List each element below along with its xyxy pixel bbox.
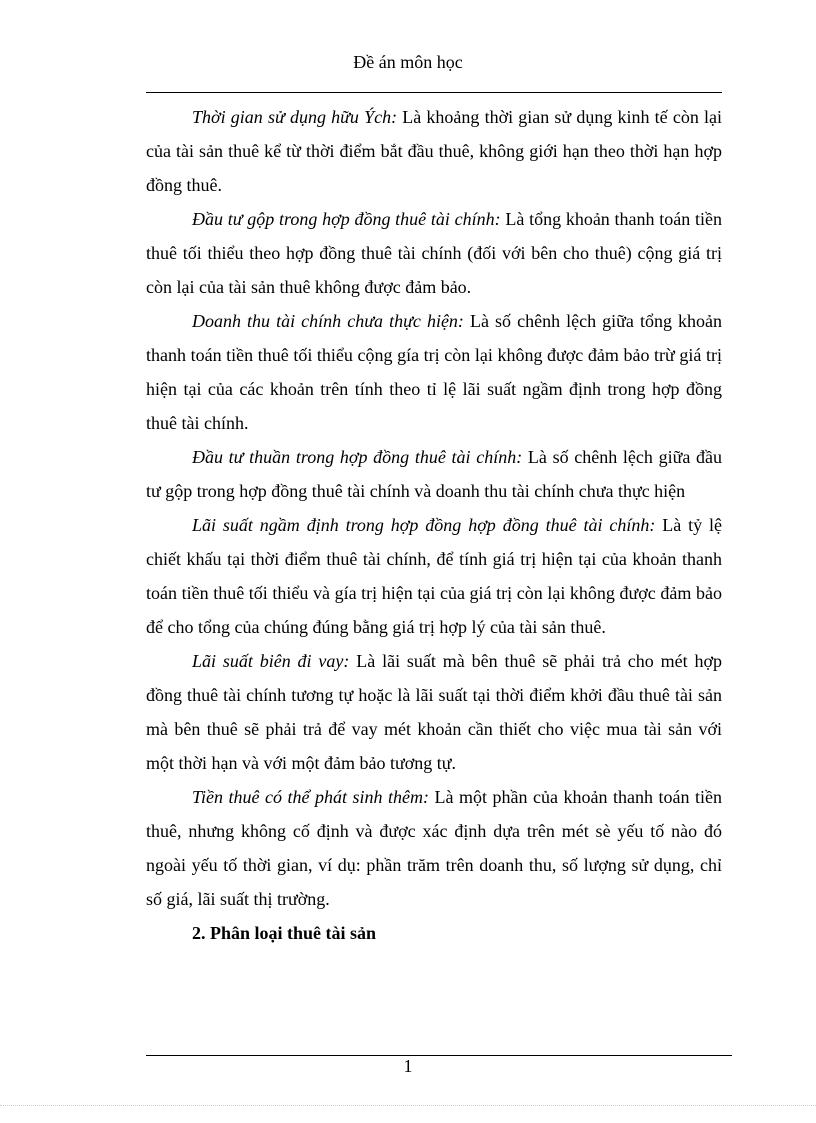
term-label: Tiền thuê có thể phát sinh thêm:	[192, 787, 430, 807]
paragraph-contingent-rent	[146, 780, 722, 916]
document-body	[146, 100, 722, 950]
term-label: Doanh thu tài chính chưa thực hiện:	[192, 311, 464, 331]
term-label: Đầu tư thuần trong hợp đồng thuê tài chính:	[192, 447, 523, 467]
header-divider	[146, 92, 722, 93]
paragraph-net-investment	[146, 440, 722, 508]
page-number: 1	[403, 1056, 413, 1076]
definition-text: Là tổng khoản thanh toán tiền thuê tối thiểu theo hợp đồng thuê tài chính (đối với bên cho thuê) cộng giá trị còn lại của tài sản thuê không được đảm bảo.	[146, 209, 722, 297]
term-label: Đầu tư gộp trong hợp đồng thuê tài chính:	[192, 209, 501, 229]
definition-text: Là khoảng thời gian sử dụng kinh tế còn lại của tài sản thuê kể từ thời điểm bắt đầu thuê, không giới hạn theo thời hạn hợp đồng thuê.	[146, 107, 722, 195]
definition-text: Là lãi suất mà bên thuê sẽ phải trả cho mét hợp đồng thuê tài chính tương tự hoặc là lãi suất tại thời điểm khởi đầu thuê tài sản mà bên thuê sẽ phải trả để vay mét khoản cần thiết cho việc mua tài sản với một thời hạn và với một đảm bảo tương tự.	[146, 651, 722, 773]
paragraph-gross-investment	[146, 202, 722, 304]
paragraph-unearned-finance-income	[146, 304, 722, 440]
definition-text: Là tỷ lệ chiết khấu tại thời điểm thuê tài chính, để tính giá trị hiện tại của khoản thanh toán tiền thuê tối thiểu và gía trị hiện tại của giá trị còn lại không được đảm bảo để cho tổng của chúng đúng bằng giá trị hợp lý của tài sản thuê.	[146, 515, 722, 637]
definition-text: Là số chênh lệch giữa đầu tư gộp trong hợp đồng thuê tài chính và doanh thu tài chính chưa thực hiện	[146, 447, 722, 501]
page-header-title: Đề án môn học	[353, 52, 463, 72]
paragraph-useful-life	[146, 100, 722, 202]
paragraph-implicit-interest-rate	[146, 508, 722, 644]
definition-text: Là một phần của khoản thanh toán tiền thuê, nhưng không cố định và được xác định dựa trên mét sè yếu tố nào đó ngoài yếu tố thời gian, ví dụ: phần trăm trên doanh thu, số lượng sử dụng, chỉ số giá, lãi suất thị trường.	[146, 787, 722, 909]
paragraph-incremental-borrowing-rate	[146, 644, 722, 780]
term-label: Lãi suất biên đi vay:	[192, 651, 350, 671]
section-heading: 2. Phân loại thuê tài sản	[192, 923, 377, 943]
definition-text: Là số chênh lệch giữa tổng khoản thanh toán tiền thuê tối thiểu cộng gía trị còn lại không được đảm bảo trừ giá trị hiện tại của các khoản trên tính theo tỉ lệ lãi suất ngầm định trong hợp đồng thuê tài chính.	[146, 311, 723, 433]
term-label: Thời gian sử dụng hữu Ých:	[192, 107, 398, 127]
page-bottom-border	[0, 1105, 816, 1106]
term-label: Lãi suất ngầm định trong hợp đồng hợp đồng thuê tài chính:	[192, 515, 656, 535]
